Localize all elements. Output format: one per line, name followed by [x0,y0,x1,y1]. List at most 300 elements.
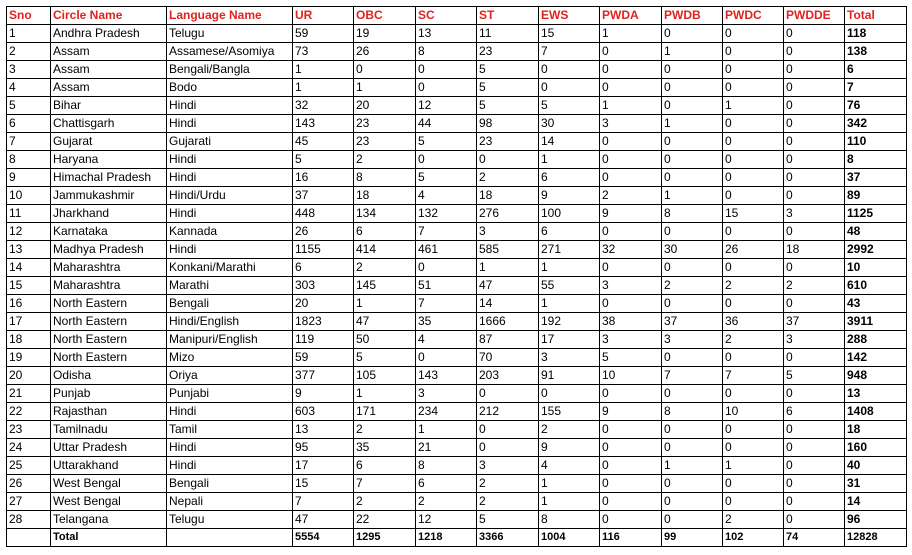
cell-ur: 377 [293,367,354,385]
cell-obc: 5 [354,349,416,367]
cell-ur: 5 [293,151,354,169]
cell-pwda: 2 [600,187,662,205]
cell-obc: 6 [354,457,416,475]
cell-obc: 171 [354,403,416,421]
cell-pwdc: 0 [723,133,784,151]
cell-language-name: Telugu [167,25,293,43]
table-row [7,331,907,349]
cell-pwda: 0 [600,493,662,511]
cell-total: 18 [845,421,907,439]
cell-ews: 3 [539,349,600,367]
cell-ur: 26 [293,223,354,241]
header-pwda: PWDA [600,7,662,25]
cell-pwdde: 3 [784,331,845,349]
cell-pwdb: 0 [662,295,723,313]
cell-sno: 6 [7,115,51,133]
cell-obc: 1 [354,295,416,313]
header-ews: EWS [539,7,600,25]
cell-ews: 1 [539,295,600,313]
cell-st: 2 [477,493,539,511]
cell-pwdc: 0 [723,349,784,367]
cell-obc: 23 [354,115,416,133]
cell-pwdde: 0 [784,115,845,133]
cell-sno: 4 [7,79,51,97]
cell-sc: 0 [416,79,477,97]
cell-total: 31 [845,475,907,493]
cell-pwda: 1 [600,97,662,115]
cell-language-name: Hindi [167,241,293,259]
cell-ur: 1823 [293,313,354,331]
cell-language-name: Konkani/Marathi [167,259,293,277]
cell-ews: 1 [539,475,600,493]
cell-total: 110 [845,133,907,151]
table-row [7,169,907,187]
cell-ur: 1155 [293,241,354,259]
table-row [7,259,907,277]
table-row [7,493,907,511]
cell-total: 138 [845,43,907,61]
cell-sc: 12 [416,97,477,115]
cell-language-name: Gujarati [167,133,293,151]
cell-pwdb: 8 [662,403,723,421]
header-obc: OBC [354,7,416,25]
cell-circle-name: Jharkhand [51,205,167,223]
cell-sno: 20 [7,367,51,385]
cell-pwda: 9 [600,205,662,223]
cell-pwdb: 0 [662,25,723,43]
cell-language-name: Hindi/Urdu [167,187,293,205]
cell-sno: 28 [7,511,51,529]
cell-pwdb: 0 [662,61,723,79]
cell-pwdb: 0 [662,439,723,457]
cell-st: 23 [477,43,539,61]
cell-sno: 16 [7,295,51,313]
cell-pwdc: 0 [723,115,784,133]
cell-sc: 4 [416,331,477,349]
cell-ews: 1 [539,151,600,169]
cell-ews: 15 [539,25,600,43]
cell-circle-name: Assam [51,61,167,79]
cell-circle-name: Maharashtra [51,259,167,277]
cell-pwdc: 0 [723,385,784,403]
cell-ews: 1 [539,493,600,511]
cell-language-name: Punjabi [167,385,293,403]
cell-pwdc: 0 [723,493,784,511]
cell-language-name: Hindi [167,403,293,421]
cell-obc: 47 [354,313,416,331]
cell-pwdc: 7 [723,367,784,385]
cell-st: 87 [477,331,539,349]
cell-language-name: Hindi/English [167,313,293,331]
cell-obc: 2 [354,259,416,277]
cell-language-name: Hindi [167,205,293,223]
cell-sno: 3 [7,61,51,79]
header-row [7,7,907,25]
cell-pwdb: 0 [662,133,723,151]
cell-st: 18 [477,187,539,205]
cell-st: 3 [477,223,539,241]
cell-ews: 30 [539,115,600,133]
cell-ur: 1 [293,61,354,79]
total-pwdde: 74 [784,529,845,547]
total-st: 3366 [477,529,539,547]
cell-total: 43 [845,295,907,313]
cell-pwdb: 0 [662,475,723,493]
table-row [7,187,907,205]
total-obc: 1295 [354,529,416,547]
cell-total: 342 [845,115,907,133]
cell-ur: 32 [293,97,354,115]
cell-pwdde: 3 [784,205,845,223]
cell-sc: 5 [416,133,477,151]
cell-ews: 4 [539,457,600,475]
header-pwdc: PWDC [723,7,784,25]
cell-sno: 22 [7,403,51,421]
cell-st: 11 [477,25,539,43]
cell-total: 118 [845,25,907,43]
table-row [7,61,907,79]
cell-sno: 23 [7,421,51,439]
cell-language-name: Oriya [167,367,293,385]
cell-pwdde: 0 [784,79,845,97]
cell-pwdb: 1 [662,115,723,133]
cell-total: 610 [845,277,907,295]
cell-pwdde: 2 [784,277,845,295]
cell-pwda: 3 [600,331,662,349]
cell-pwdde: 0 [784,169,845,187]
cell-pwdde: 0 [784,133,845,151]
cell-total: 160 [845,439,907,457]
header-pwdde: PWDDE [784,7,845,25]
cell-pwda: 9 [600,403,662,421]
cell-pwdde: 0 [784,223,845,241]
cell-circle-name: Assam [51,43,167,61]
table-row [7,439,907,457]
cell-st: 0 [477,385,539,403]
cell-total: 7 [845,79,907,97]
cell-language-name: Tamil [167,421,293,439]
cell-total: 142 [845,349,907,367]
cell-pwda: 0 [600,475,662,493]
table-row [7,511,907,529]
cell-total: 948 [845,367,907,385]
cell-ews: 5 [539,97,600,115]
cell-pwda: 0 [600,223,662,241]
cell-circle-name: West Bengal [51,475,167,493]
cell-total: 3911 [845,313,907,331]
cell-circle-name: Rajasthan [51,403,167,421]
total-row [7,529,907,547]
cell-ews: 6 [539,169,600,187]
cell-st: 1666 [477,313,539,331]
cell-obc: 2 [354,151,416,169]
cell-pwdb: 0 [662,511,723,529]
cell-total: 40 [845,457,907,475]
cell-sc: 0 [416,259,477,277]
cell-ews: 6 [539,223,600,241]
table-row [7,277,907,295]
cell-pwdc: 0 [723,79,784,97]
cell-obc: 0 [354,61,416,79]
header-circle-name: Circle Name [51,7,167,25]
cell-pwdc: 10 [723,403,784,421]
cell-ews: 9 [539,439,600,457]
cell-total: 13 [845,385,907,403]
table-row [7,79,907,97]
table-row [7,367,907,385]
cell-pwdb: 1 [662,187,723,205]
cell-language-name: Bengali [167,295,293,313]
cell-sno: 7 [7,133,51,151]
cell-st: 276 [477,205,539,223]
cell-pwdde: 0 [784,61,845,79]
cell-sc: 234 [416,403,477,421]
cell-sc: 8 [416,457,477,475]
cell-sc: 7 [416,295,477,313]
cell-circle-name: Uttar Pradesh [51,439,167,457]
cell-st: 47 [477,277,539,295]
cell-language-name: Hindi [167,169,293,187]
cell-ur: 13 [293,421,354,439]
total-circle-name: Total [51,529,167,547]
cell-circle-name: Karnataka [51,223,167,241]
cell-ews: 91 [539,367,600,385]
cell-pwdde: 0 [784,295,845,313]
cell-sno: 11 [7,205,51,223]
header-pwdb: PWDB [662,7,723,25]
total-ur: 5554 [293,529,354,547]
cell-ur: 143 [293,115,354,133]
cell-pwdb: 2 [662,277,723,295]
table-row [7,205,907,223]
cell-ur: 16 [293,169,354,187]
total-pwdb: 99 [662,529,723,547]
cell-pwdde: 0 [784,349,845,367]
cell-obc: 1 [354,79,416,97]
cell-obc: 414 [354,241,416,259]
cell-pwda: 0 [600,385,662,403]
cell-language-name: Telugu [167,511,293,529]
cell-ur: 119 [293,331,354,349]
cell-pwdc: 1 [723,97,784,115]
cell-sno: 19 [7,349,51,367]
cell-obc: 2 [354,493,416,511]
cell-pwdb: 30 [662,241,723,259]
cell-sc: 8 [416,43,477,61]
cell-ews: 100 [539,205,600,223]
cell-sno: 21 [7,385,51,403]
cell-st: 585 [477,241,539,259]
cell-pwdde: 0 [784,259,845,277]
cell-sno: 26 [7,475,51,493]
cell-circle-name: Jammukashmir [51,187,167,205]
cell-obc: 7 [354,475,416,493]
cell-language-name: Hindi [167,151,293,169]
cell-ur: 59 [293,349,354,367]
cell-obc: 134 [354,205,416,223]
cell-pwdb: 0 [662,349,723,367]
cell-language-name: Bodo [167,79,293,97]
cell-pwdde: 0 [784,475,845,493]
cell-pwdb: 8 [662,205,723,223]
cell-pwda: 0 [600,421,662,439]
cell-pwdc: 15 [723,205,784,223]
cell-pwda: 0 [600,457,662,475]
cell-st: 14 [477,295,539,313]
cell-sno: 2 [7,43,51,61]
cell-obc: 20 [354,97,416,115]
cell-pwdc: 0 [723,61,784,79]
header-total: Total [845,7,907,25]
table-row [7,97,907,115]
cell-obc: 18 [354,187,416,205]
cell-ews: 0 [539,79,600,97]
cell-pwda: 0 [600,43,662,61]
cell-obc: 2 [354,421,416,439]
cell-pwdde: 0 [784,151,845,169]
cell-st: 70 [477,349,539,367]
cell-total: 37 [845,169,907,187]
cell-pwdb: 3 [662,331,723,349]
cell-pwdb: 37 [662,313,723,331]
cell-pwdde: 0 [784,493,845,511]
cell-sc: 461 [416,241,477,259]
cell-circle-name: Telangana [51,511,167,529]
cell-sno: 24 [7,439,51,457]
cell-pwda: 0 [600,61,662,79]
cell-sno: 25 [7,457,51,475]
cell-pwda: 0 [600,439,662,457]
header-ur: UR [293,7,354,25]
cell-ews: 9 [539,187,600,205]
cell-total: 76 [845,97,907,115]
cell-language-name: Assamese/Asomiya [167,43,293,61]
cell-pwdc: 0 [723,169,784,187]
table-row [7,313,907,331]
cell-total: 14 [845,493,907,511]
table-row [7,133,907,151]
cell-ews: 7 [539,43,600,61]
header-sc: SC [416,7,477,25]
cell-pwdde: 0 [784,187,845,205]
cell-pwdde: 0 [784,457,845,475]
cell-ews: 8 [539,511,600,529]
cell-ur: 15 [293,475,354,493]
cell-obc: 145 [354,277,416,295]
cell-pwdb: 0 [662,151,723,169]
cell-sno: 5 [7,97,51,115]
cell-total: 1408 [845,403,907,421]
cell-obc: 1 [354,385,416,403]
cell-ur: 7 [293,493,354,511]
cell-ur: 45 [293,133,354,151]
table-row [7,241,907,259]
cell-st: 5 [477,61,539,79]
cell-ews: 14 [539,133,600,151]
cell-language-name: Hindi [167,97,293,115]
cell-pwdc: 2 [723,277,784,295]
table-row [7,421,907,439]
cell-circle-name: Assam [51,79,167,97]
cell-pwdc: 0 [723,439,784,457]
cell-ur: 448 [293,205,354,223]
cell-st: 0 [477,421,539,439]
cell-pwdde: 0 [784,511,845,529]
cell-sno: 15 [7,277,51,295]
cell-pwda: 0 [600,79,662,97]
cell-sc: 7 [416,223,477,241]
cell-pwdde: 0 [784,385,845,403]
cell-st: 0 [477,439,539,457]
cell-circle-name: North Eastern [51,295,167,313]
cell-ews: 0 [539,61,600,79]
cell-sc: 143 [416,367,477,385]
cell-sc: 132 [416,205,477,223]
cell-pwdb: 0 [662,223,723,241]
cell-pwdb: 0 [662,421,723,439]
cell-sc: 13 [416,25,477,43]
cell-pwdc: 0 [723,187,784,205]
cell-st: 5 [477,79,539,97]
cell-ur: 95 [293,439,354,457]
cell-language-name: Hindi [167,115,293,133]
cell-obc: 19 [354,25,416,43]
header-language-name: Language Name [167,7,293,25]
cell-total: 8 [845,151,907,169]
cell-sno: 9 [7,169,51,187]
cell-ur: 303 [293,277,354,295]
cell-pwda: 0 [600,169,662,187]
cell-pwdde: 0 [784,25,845,43]
cell-total: 2992 [845,241,907,259]
total-sc: 1218 [416,529,477,547]
cell-pwdde: 0 [784,421,845,439]
cell-sno: 1 [7,25,51,43]
cell-ur: 1 [293,79,354,97]
cell-st: 2 [477,475,539,493]
cell-pwda: 0 [600,151,662,169]
cell-pwdc: 0 [723,421,784,439]
total-pwdc: 102 [723,529,784,547]
cell-ur: 47 [293,511,354,529]
cell-sno: 18 [7,331,51,349]
cell-ur: 20 [293,295,354,313]
cell-st: 3 [477,457,539,475]
cell-pwdde: 6 [784,403,845,421]
cell-pwda: 3 [600,277,662,295]
cell-pwdb: 0 [662,259,723,277]
table-row [7,25,907,43]
cell-sno: 13 [7,241,51,259]
cell-pwdb: 0 [662,97,723,115]
cell-pwda: 1 [600,25,662,43]
cell-pwdc: 0 [723,25,784,43]
cell-st: 5 [477,97,539,115]
cell-pwdb: 1 [662,457,723,475]
cell-circle-name: Maharashtra [51,277,167,295]
cell-st: 2 [477,169,539,187]
cell-pwdc: 2 [723,511,784,529]
cell-language-name: Nepali [167,493,293,511]
cell-circle-name: Punjab [51,385,167,403]
cell-sc: 3 [416,385,477,403]
cell-pwdde: 18 [784,241,845,259]
cell-ur: 17 [293,457,354,475]
cell-sc: 2 [416,493,477,511]
cell-sc: 35 [416,313,477,331]
table-row [7,457,907,475]
cell-pwdb: 0 [662,169,723,187]
